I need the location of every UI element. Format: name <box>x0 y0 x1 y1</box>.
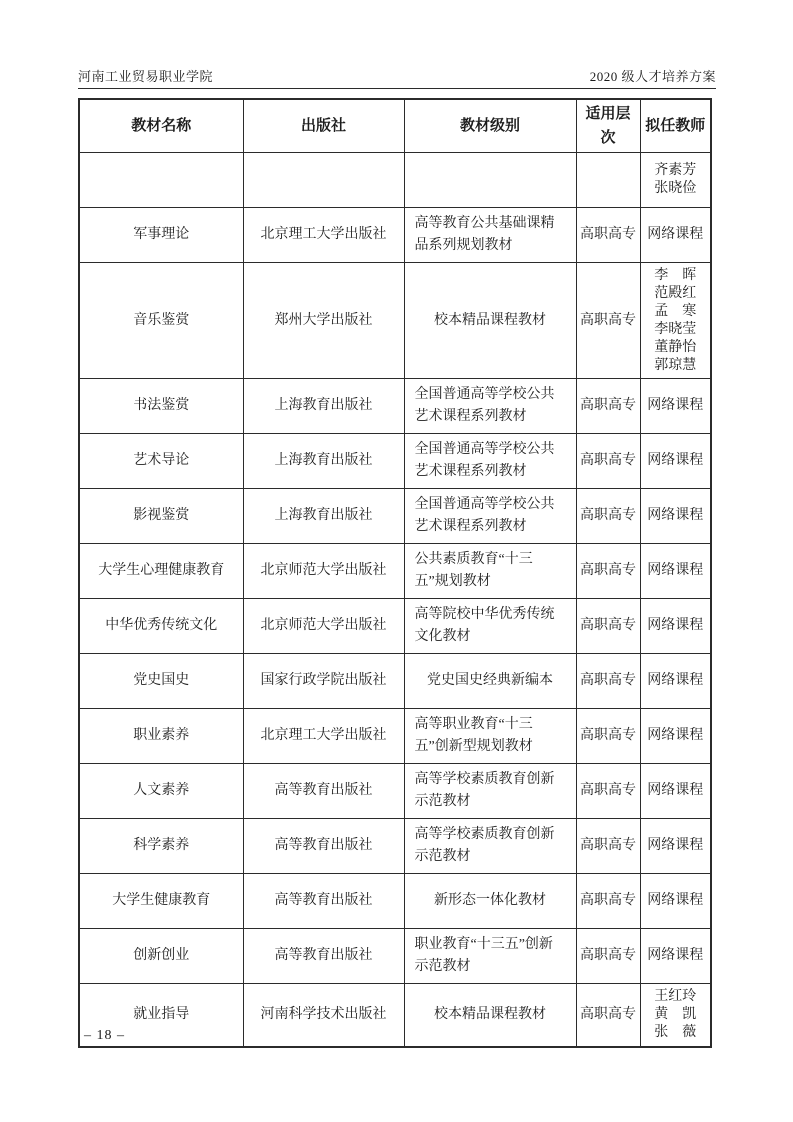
cell-layer: 高职高专 <box>576 434 640 489</box>
page-number: – 18 – <box>84 1028 125 1043</box>
cell-teachers <box>640 544 711 599</box>
cell-textbook-name: 科学素养 <box>79 819 243 874</box>
col-header-level: 教材级别 <box>404 99 576 153</box>
cell-publisher: 郑州大学出版社 <box>243 263 404 379</box>
cell-level: 全国普通高等学校公共艺术课程系列教材 <box>404 379 576 434</box>
col-header-publisher: 出版社 <box>243 99 404 153</box>
cell-teachers <box>640 929 711 984</box>
cell-layer: 高职高专 <box>576 208 640 263</box>
cell-layer: 高职高专 <box>576 654 640 709</box>
cell-teachers <box>640 984 711 1047</box>
cell-teachers <box>640 599 711 654</box>
cell-textbook-name <box>79 153 243 208</box>
cell-publisher: 上海教育出版社 <box>243 379 404 434</box>
cell-textbook-name: 音乐鉴赏 <box>79 263 243 379</box>
cell-layer: 高职高专 <box>576 764 640 819</box>
teacher-line: 网络课程 <box>647 227 704 243</box>
cell-layer: 高职高专 <box>576 489 640 544</box>
teacher-line: 网络课程 <box>647 728 704 744</box>
cell-textbook-name: 创新创业 <box>79 929 243 984</box>
cell-publisher: 高等教育出版社 <box>243 929 404 984</box>
cell-level: 高等教育公共基础课精品系列规划教材 <box>404 208 576 263</box>
cell-publisher: 上海教育出版社 <box>243 489 404 544</box>
cell-layer <box>576 153 640 208</box>
table-row <box>79 489 711 544</box>
teacher-line: 网络课程 <box>647 783 704 799</box>
table-row <box>79 544 711 599</box>
cell-publisher: 北京师范大学出版社 <box>243 544 404 599</box>
col-header-teacher: 拟任教师 <box>640 99 711 153</box>
cell-textbook-name: 影视鉴赏 <box>79 489 243 544</box>
teacher-line: 王红玲 <box>654 989 697 1005</box>
cell-publisher: 河南科学技术出版社 <box>243 984 404 1047</box>
table-body <box>79 153 711 1048</box>
table-row <box>79 984 711 1047</box>
header-school-name: 河南工业贸易职业学院 <box>78 69 214 84</box>
header-rule <box>78 88 716 89</box>
cell-publisher: 上海教育出版社 <box>243 434 404 489</box>
table-row <box>79 819 711 874</box>
cell-layer: 高职高专 <box>576 929 640 984</box>
teacher-line: 范殿红 <box>654 285 697 301</box>
cell-layer: 高职高专 <box>576 984 640 1047</box>
teacher-line: 网络课程 <box>647 453 704 469</box>
cell-level: 全国普通高等学校公共艺术课程系列教材 <box>404 489 576 544</box>
table-row <box>79 929 711 984</box>
cell-textbook-name: 人文素养 <box>79 764 243 819</box>
cell-textbook-name: 艺术导论 <box>79 434 243 489</box>
cell-teachers <box>640 208 711 263</box>
cell-textbook-name: 职业素养 <box>79 709 243 764</box>
cell-layer: 高职高专 <box>576 874 640 929</box>
col-header-textbook-name: 教材名称 <box>79 99 243 153</box>
cell-layer: 高职高专 <box>576 819 640 874</box>
cell-publisher: 北京师范大学出版社 <box>243 599 404 654</box>
cell-teachers <box>640 153 711 208</box>
cell-teachers <box>640 489 711 544</box>
teacher-line: 黄 凯 <box>654 1007 697 1023</box>
table-row <box>79 379 711 434</box>
table-header-row <box>79 99 711 153</box>
cell-level <box>404 153 576 208</box>
cell-level: 公共素质教育“十三五”规划教材 <box>404 544 576 599</box>
cell-level: 高等学校素质教育创新示范教材 <box>404 819 576 874</box>
cell-publisher: 高等教育出版社 <box>243 764 404 819</box>
cell-level: 高等院校中华优秀传统文化教材 <box>404 599 576 654</box>
cell-layer: 高职高专 <box>576 544 640 599</box>
cell-teachers <box>640 764 711 819</box>
cell-level: 全国普通高等学校公共艺术课程系列教材 <box>404 434 576 489</box>
teacher-line: 张 薇 <box>654 1025 697 1041</box>
header-plan-title: 2020 级人才培养方案 <box>589 69 716 84</box>
teacher-line: 网络课程 <box>647 893 704 909</box>
cell-level: 新形态一体化教材 <box>404 874 576 929</box>
cell-layer: 高职高专 <box>576 379 640 434</box>
col-header-applicable-layer: 适用层次 <box>576 99 640 153</box>
cell-textbook-name: 就业指导 <box>79 984 243 1047</box>
textbook-table <box>78 98 712 1048</box>
cell-textbook-name: 书法鉴赏 <box>79 379 243 434</box>
cell-teachers <box>640 819 711 874</box>
cell-level: 校本精品课程教材 <box>404 984 576 1047</box>
teacher-line: 齐素芳 <box>654 163 697 179</box>
table-row <box>79 709 711 764</box>
teacher-line: 网络课程 <box>647 948 704 964</box>
cell-level: 高等学校素质教育创新示范教材 <box>404 764 576 819</box>
table-row <box>79 599 711 654</box>
cell-textbook-name: 军事理论 <box>79 208 243 263</box>
teacher-line: 董静怡 <box>654 339 697 355</box>
cell-layer: 高职高专 <box>576 599 640 654</box>
cell-teachers <box>640 874 711 929</box>
cell-publisher: 高等教育出版社 <box>243 874 404 929</box>
cell-textbook-name: 大学生健康教育 <box>79 874 243 929</box>
teacher-line: 李 晖 <box>654 268 697 283</box>
cell-textbook-name: 党史国史 <box>79 654 243 709</box>
table-row <box>79 654 711 709</box>
cell-layer: 高职高专 <box>576 263 640 379</box>
cell-teachers <box>640 263 711 379</box>
teacher-line: 张晓俭 <box>654 181 697 196</box>
cell-publisher <box>243 153 404 208</box>
cell-teachers <box>640 434 711 489</box>
teacher-line: 网络课程 <box>647 398 704 414</box>
cell-layer: 高职高专 <box>576 709 640 764</box>
teacher-line: 网络课程 <box>647 673 704 689</box>
cell-level: 高等职业教育“十三五”创新型规划教材 <box>404 709 576 764</box>
table-row <box>79 153 711 208</box>
cell-textbook-name: 大学生心理健康教育 <box>79 544 243 599</box>
teacher-line: 网络课程 <box>647 618 704 634</box>
teacher-line: 网络课程 <box>647 838 704 854</box>
cell-level: 职业教育“十三五”创新示范教材 <box>404 929 576 984</box>
cell-level: 校本精品课程教材 <box>404 263 576 379</box>
table-row <box>79 263 711 379</box>
teacher-line: 网络课程 <box>647 563 704 579</box>
cell-publisher: 高等教育出版社 <box>243 819 404 874</box>
teacher-line: 网络课程 <box>647 508 704 524</box>
table-row <box>79 208 711 263</box>
teacher-line: 孟 寒 <box>654 303 697 319</box>
cell-teachers <box>640 654 711 709</box>
table-row <box>79 434 711 489</box>
cell-teachers <box>640 709 711 764</box>
cell-teachers <box>640 379 711 434</box>
teacher-line: 郭琼慧 <box>654 357 697 373</box>
cell-publisher: 北京理工大学出版社 <box>243 208 404 263</box>
teacher-line: 李晓莹 <box>654 321 697 337</box>
table-row <box>79 764 711 819</box>
document-header <box>78 66 716 85</box>
cell-publisher: 北京理工大学出版社 <box>243 709 404 764</box>
cell-level: 党史国史经典新编本 <box>404 654 576 709</box>
table-row <box>79 874 711 929</box>
cell-publisher: 国家行政学院出版社 <box>243 654 404 709</box>
cell-textbook-name: 中华优秀传统文化 <box>79 599 243 654</box>
